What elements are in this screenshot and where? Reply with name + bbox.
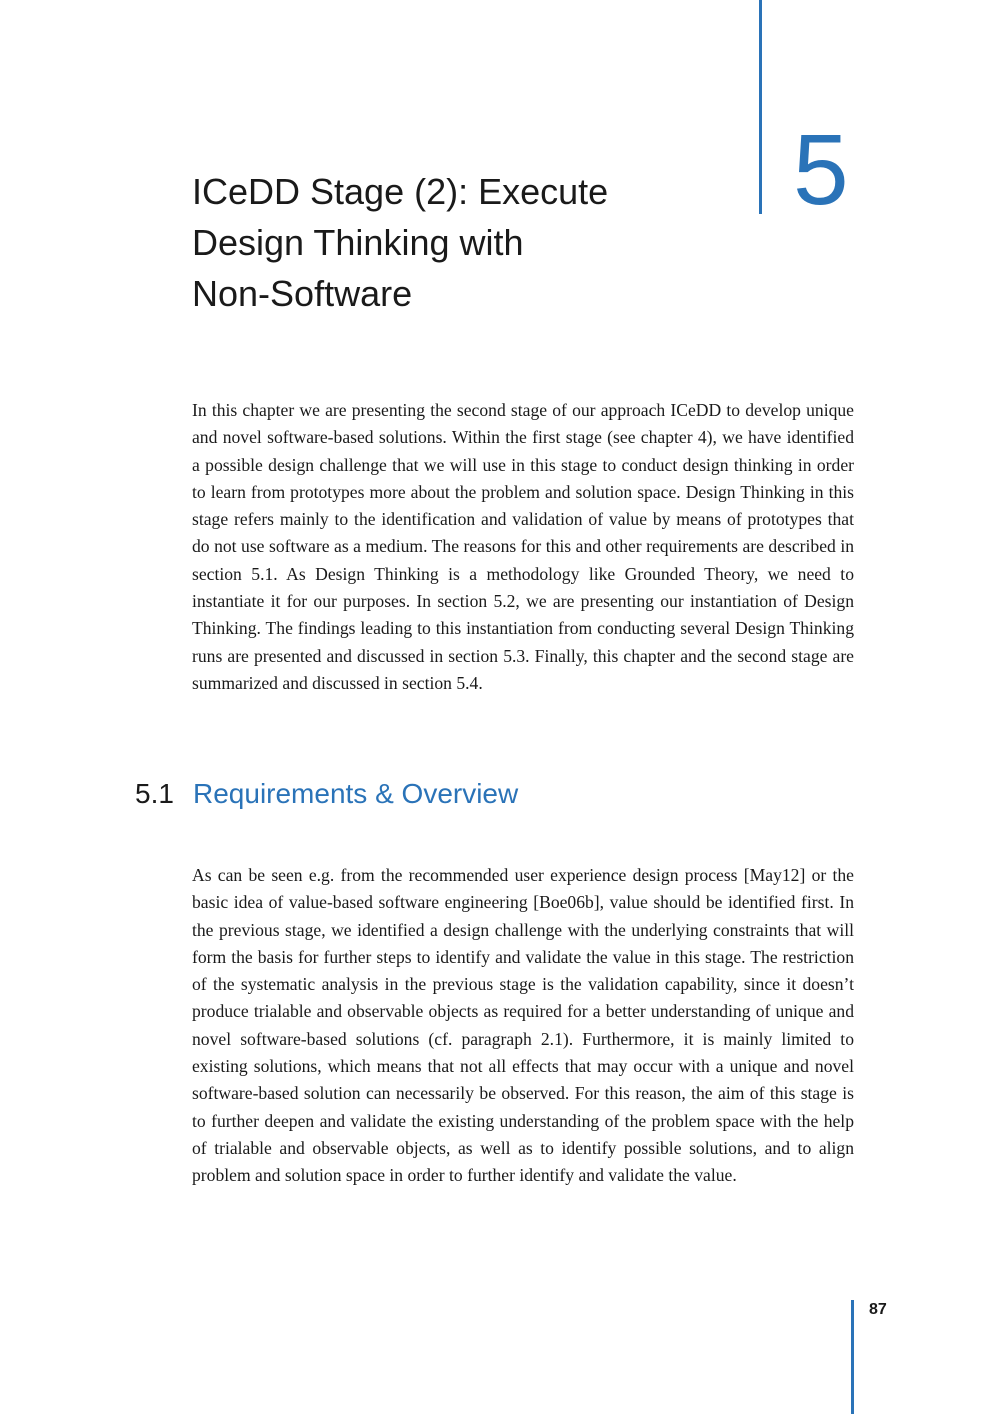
chapter-title-line-1: ICeDD Stage (2): Execute bbox=[192, 171, 609, 212]
chapter-title-line-2: Design Thinking with bbox=[192, 222, 524, 263]
section-number: 5.1 bbox=[135, 778, 174, 809]
page-number: 87 bbox=[869, 1301, 887, 1318]
section-title: Requirements & Overview bbox=[193, 778, 519, 809]
section-paragraph: As can be seen e.g. from the recommended user experience design process [May12] or the basic idea of value-based software engineering [Boe06b], value should be identified first. In the previous stage, we identified a design challenge with the underlying constraints that will form the basis for further steps to identify and validate the value in this stage. The restriction of the systematic analysis in the previous stage is the validation capability, since it doesn’t produce trialable and observable objects as required for a better understanding of unique and novel software-based solutions (cf. paragraph 2.1). Furthermore, it is mainly limited to existing solutions, which means that not all effects that may occur with a unique and novel software-based solution can necessarily be observed. For this reason, the aim of this stage is to further deepen and validate the existing understanding of the problem space with the help of trialable and observable objects, as well as to identify possible solutions, and to align problem and solution space in order to further identify and validate the value. bbox=[192, 865, 854, 1186]
chapter-marker-bar bbox=[759, 0, 762, 214]
chapter-number: 5 bbox=[793, 114, 849, 226]
intro-paragraph: In this chapter we are presenting the second stage of our approach ICeDD to develop unique and novel software-based solutions. Within the first stage (see chapter 4), we have identified a possible design challenge that we will use in this stage to conduct design thinking in order to learn from prototypes more about the problem and solution space. Design Thinking in this stage refers mainly to the identification and validation of value by means of prototypes that do not use software as a medium. The reasons for this and other requirements are described in section 5.1. As Design Thinking is a methodology like Grounded Theory, we need to instantiate it for our purposes. In section 5.2, we are presenting our instantiation of Design Thinking. The findings leading to this instantiation from conducting several Design Thinking runs are presented and discussed in section 5.3. Finally, this chapter and the second stage are summarized and discussed in section 5.4. bbox=[192, 400, 854, 693]
section-heading bbox=[135, 772, 518, 816]
chapter-title-line-3: Non-Software bbox=[192, 273, 413, 314]
chapter-title bbox=[192, 166, 732, 319]
page-marker-bar bbox=[851, 1300, 854, 1414]
